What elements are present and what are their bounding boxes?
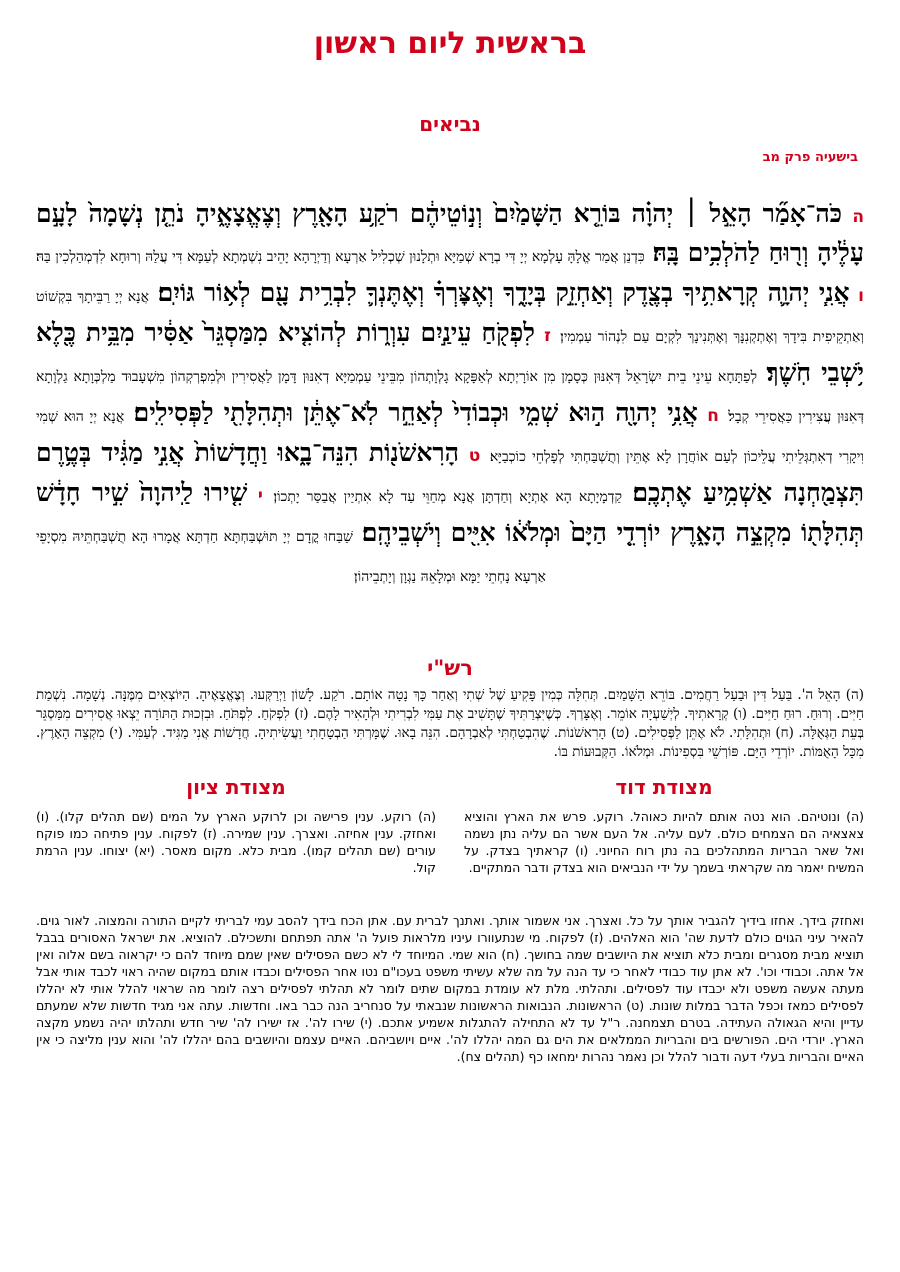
targum-text: קַדְמָיָתָא הָא אָתְיָא וְחַדְתָּן אֲנָא מְחַוֵּי עַד לָא אִתְיַין אֲבַסַּר יָתְכוֹן׃ [273,489,622,505]
metzudat-david-commentary: (ה) ונוטיהם. הוא נטה אותם להיות כאוהל. רוקע. פרש את הארץ והוציא צאצאיה הם הצמחים כולם. לעם עליה. אל העם אשר הם עליה נתן נשמה ואל שאר הבריות המתהלכים בה נתן רוח החיוני. (ו) קראתיך בצדק. על המשיח יאמר מה שקראתי בשמך על ידי הנביאים הוא בצדק ודבר המתקיים. [464,809,864,875]
verse-number: ח [707,406,719,426]
verse-text: כֹּה־אָמַ֞ר הָאֵ֣ל ׀ יְהוָ֗ה בּוֹרֵ֤א הַשָּׁמַ֙יִם֙ וְנ֣וֹטֵיהֶ֔ם רֹקַ֥ע הָאָ֖רֶץ וְצֶאֱצָאֶ֑יהָ נֹתֵ֤ן נְשָׁמָה֙ לָעָ֣ם עָלֶ֔יהָ וְר֖וּחַ לַהֹלְכִ֥ים בָּֽהּ׃ [36,199,864,267]
rashi-title: רש"י [427,656,473,680]
metzudat-tzion-title: מצודת ציון [186,775,286,799]
verse-number: ו [858,286,864,306]
section-title: נביאים [419,112,481,136]
targum-text: שַׁבַּחוּ קֳדָם יְיָ תּוּשְׁבַּחְתָּא חַדְתָּא אֲמָרוּ הָא תֻשְׁבַּחְתֵּיהּ מִסְיָפֵי אַרְעָא נָחְתֵי יַמָּא וּמְלָאֵהּ נַגְוָן וְיָתְבֵיהוֹן׃ [36,529,546,585]
rashi-commentary: (ה) הָאֵל ה'. בַּעַל דִּין וּבַעַל רַחֲמִים. בּוֹרֵא הַשָּׁמַיִם. תְּחִלָּה כְּמִין פָּקִיעַ שֶׁל שְׁתִי וְאַחַר כָּךְ נָטָה אוֹתָם. רֹקַע. לָשׁוֹן וַיְרַקְּעוּ. וְצֶאֱצָאֶיהָ. הַיּוֹצְאִים מִמֶּנָּה. נְשָׁמָה. נִשְׁמַת חַיִּים. וְרוּחַ. רוּחַ חַיִּים. (ו) קְרָאתִיךָ. לְיְשַׁעְיָה אוֹמֵר. וְאֶצָּרְךָ. כְּשֶׁיִּצְרַתִּיךָ שֶׁתָּשִׁיב אֶת עַמִּי לִבְרִיתִי וּלְהָאִיר לָהֶם. (ז) לִפְקֹחַ. לִפְתֹּחַ. וּבִזְכוּת הַתּוֹרָה יֵצְאוּ אֲסִירִים מִמַּסְגֵּר בְּעֵת הַגְּאֻלָּה. (ח) וּתְהִלָּתִי. לֹא אֶתֵּן לַפְּסִילִים. (ט) הָרִאשֹׁנוֹת. שֶׁהִבְטַחְתִּי לְאַבְרָהָם. הִנֵּה בָאוּ. שֶׁמָּרְתִּי הַבְטָחָתִי וַעֲשִׂיתִיהָ. חֲדָשׁוֹת אֲנִי מַגִּיד. לְעַמִּי. (י) מִקְצֵה הָאָרֶץ. מִכָּל הָאֻמּוֹת. יוֹרְדֵי הַיָּם. פּוֹרְשֵׁי בִּסְפִינוֹת. וּמְלֹאוֹ. הַקְּבוּעוֹת בּוֹ. [36,687,864,760]
verse-number: י [257,486,263,506]
metzudat-tzion-commentary: (ה) רוקע. ענין פרישה וכן לרוקע הארץ על המים (שם תהלים קלו). (ו) ואחזק. ענין אחיזה. ואצרך. ענין שמירה. (ז) לפקוח. ענין פתיחה כמו פוקח עורים (שם תהלים קמו). מבית כלא. מקום מאסר. (יא) יצוחו. ענין הרמת קול. [36,809,436,875]
verse-number: ה [852,207,864,227]
targum-text: אֲנָא יְיָ רַבֵּיתָךְ בִּקְשׁוֹט וְאַתְקֵיפִית בִּידָךְ וְאֶתְקְנִנָּךְ וְאֶתְּנִינָךְ לִקְיָם עַם לִנְהוֹר עַמְמִין׃ [36,289,864,345]
targum-text: לְפַתָּחָא עֵינֵי בֵית יִשְׂרָאֵל דְּאִנּוּן כְּסָמָן מִן אוֹרָיְתָא לְאַפָּקָא גָלְוָתְהוֹן מִבֵּינֵי עַמְמַיָּא דְאִנּוּן דָּמָן לַאֲסִירִין וּלְמִפְרְקְהוֹן מִשְׁעָבוּד מַלְכְּוָתָא גַלְוָתָא דְּאִנּוּן עֲצִירִין כַּאֲסִירֵי קְבָל׃ [36,369,865,425]
targum-text: כִּדְנַן אֲמַר אֱלָהָּ עָלְמָא יְיָ דִּי בְרָא שְׁמַיָּא וּתְלָנוּן שְׁכְלִיל אַרְעָא וְדַיְרָהָא יָהֵיב נִשְׁמְתָא לְעַמָּא דִּי עֲלַהּ וְרוּחָא לִדְמְהַלְכִין בַּהּ׃ [36,249,645,265]
verse-number: ז [544,326,551,346]
verse-text: שִׁ֤ירוּ לַֽיהוָה֙ שִׁ֣יר חָדָ֔שׁ תְּהִלָּת֖וֹ מִקְצֵ֣ה הָאָ֑רֶץ יוֹרְדֵ֤י הַיָּם֙ וּמְלֹא֔וֹ אִיִּ֖ים וְיֹשְׁבֵיהֶֽם׃ [36,478,864,547]
page-title: בראשית ליום ראשון [313,26,587,61]
verse-number: ט [468,446,481,466]
verse-text: אֲנִ֥י יְהוָ֖ה ה֣וּא שְׁמִ֑י וּכְבוֹדִי֙ לְאַחֵ֣ר לֹֽא־אֶתֵּ֔ן וּתְהִלָּתִ֖י לַפְּסִילִֽים׃ [133,398,698,427]
metzudat-david-title: מצודת דוד [615,775,713,799]
targum-text: אֲנָא יְיָ הוּא שְׁמִי וִיקָרִי דְאִתְגְּלֵיתִי עֲלֵיכוֹן לְעַם אוֹחֲרָן לָא אֶתֵּין וְתֻשְׁבַּחְתִּי לְפָלְחֵי כוֹכְבַיָּא׃ [36,409,865,465]
verse-text: הָרִאשֹׁנ֖וֹת הִנֵּה־בָ֑אוּ וַחֲדָשׁוֹת֙ אֲנִ֣י מַגִּ֔יד בְּטֶ֥רֶם תִּצְמַ֖חְנָה אַשְׁמִ֥יעַ אֶתְכֶֽם׃ [36,438,865,507]
verse-text: לִפְקֹ֖חַ עֵינַ֣יִם עִוְר֑וֹת לְהוֹצִ֤יא מִמַּסְגֵּר֙ אַסִּ֔יר מִבֵּ֥ית כֶּ֖לֶא יֹ֥שְׁבֵי חֹֽשֶׁךְ׃ [36,318,864,387]
verse-text: אֲנִ֧י יְהוָ֛ה קְרָאתִ֥יךָ בְצֶ֖דֶק וְאַחְזֵ֣ק בְּיָדֶ֑ךָ וְאֶצׇּרְךָ֗ וְאֶתֶּנְךָ֛ לִבְרִ֥ית עָ֖ם לְא֥וֹר גּוֹיִֽם׃ [157,278,850,307]
metzudat-david-continued: ואחזק בידך. אחזו בידיך להגביר אותך על כל. ואצרך. אני אשמור אותך. ואתנך לברית עם. אתן הכח בידך להסב עמי לבריתי לקיים התורה והמצוה. לאור גוים. להאיר עיני הגוים כולם לדעת שה' הוא האלהים. (ז) לפקוח. מי שנתעוורו עיניו מלראות פועל ה' אתה תפתחם ותשכילם. להוציא. את ישראל האסורים בבבל תוציא מבית מסגרים ומבית כלא תוציא את היושבים שמה בחושך. (ח) הוא שמי. המיוחד לי לא כשם הפסילים שאין שמם מיוחד להם כי יקראוה בשם אלוה ואין אל אתה. וכבודי וכו'. לא אתן עוד כבודי לאחר כי עד הנה על מה שלא עשיתי משפט בעכו"ם נטו אחר הפסילים וכבדו אותם במקום שהיה ראוי לכבד אותי אבל מעתה אעשה משפט ולא יכבדו עוד לפסילים. ותהלתי. מלת לא עומדת במקום שתים לומר לא תהלתי לפסילים רצה לומר מה שראוי להלל אותי לא יהללו לפסילים כמאז וכפל הדבר במלות שונות. (ט) הראשונות. הנבואות הראשונות שנבאתי על סנחריב הנה כבר באו. וחדשות. עתה אני מגיד חדשות שלא שמעתם עדיין והיא הגאולה העתידה. בטרם תצמחנה. ר"ל עד לא התחילה להתגלות אשמיע אתכם. (י) שירו לה'. אז ישירו לה' שיר חדש ותהלתו יהיה נשמע מקצה הארץ. יורדי הים. הפורשים בים והבריות הממלאים את הים גם המה יהללו לה'. איים ויושביהם. האיים עצמם והיושבים בהם יהללו לה' והוא ענין מליצה כי אין האיים והבריות בעלי דעה ודבור להלל וכן נאמר נהרות ימחאו כף (תהלים צח). [36,913,864,1064]
scripture-text [36,196,864,595]
chapter-reference: בישעיה פרק מב [762,150,858,165]
